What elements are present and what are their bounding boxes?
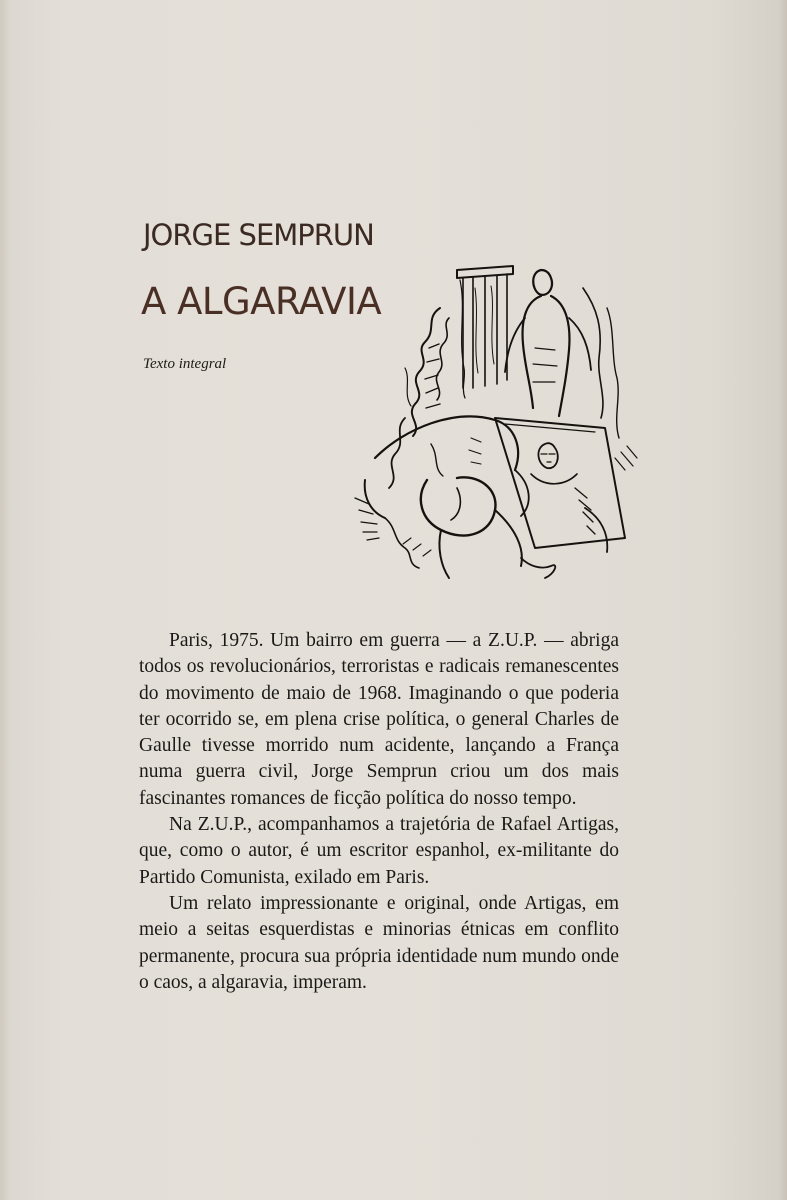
blurb-paragraph: Um relato impressionante e original, onde Artigas, em meio a seitas esquerdistas e minorias étnicas em conflito permanente, procura sua própria identidade num mundo onde o caos, a algaravia, imperam. xyxy=(139,892,619,993)
author-name: JORGE SEMPRUN xyxy=(143,218,374,252)
blurb-paragraph: Na Z.U.P., acompanhamos a trajetória de Rafael Artigas, que, como o autor, é um escritor espanhol, ex-militante do Partido Comunista, exilado em Paris. xyxy=(139,814,619,888)
book-title: A ALGARAVIA xyxy=(141,280,382,323)
blurb-paragraph: Paris, 1975. Um bairro em guerra — a Z.U.P. — abriga todos os revolucionários, terroristas e radicais remanescentes do movimento de maio de 1968. Imaginando o que poderia ter ocorrido se, em plena crise política, o general Charles de Gaulle tivesse morrido num acidente, lançando a França numa guerra civil, Jorge Semprun criou um dos mais fascinantes romances de ficção política do nosso tempo. xyxy=(139,630,619,809)
sketch-illustration-icon xyxy=(345,248,645,586)
blurb-text xyxy=(139,628,619,996)
edition-note: Texto integral xyxy=(143,356,227,372)
